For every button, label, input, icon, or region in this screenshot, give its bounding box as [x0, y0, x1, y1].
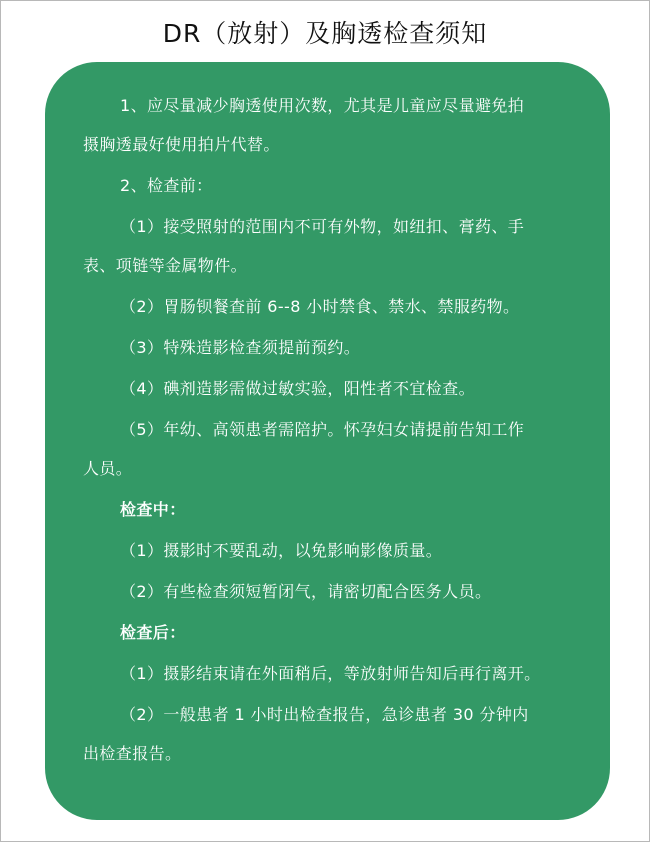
after-item-2-line-2: 出检查报告。	[83, 744, 182, 763]
after-item-1: （1）摄影结束请在外面稍后，等放射师告知后再行离开。	[120, 664, 541, 683]
section-before-heading: 2、检查前：	[120, 176, 213, 195]
before-item-5-line-1: （5）年幼、高领患者需陪护。怀孕妇女请提前告知工作	[120, 420, 525, 439]
before-item-1-line-1: （1）接受照射的范围内不可有外物，如纽扣、膏药、手	[120, 217, 525, 236]
before-item-4: （4）碘剂造影需做过敏实验，阳性者不宜检查。	[120, 379, 475, 398]
section-after-heading: 检查后：	[120, 623, 186, 642]
during-item-2: （2）有些检查须短暂闭气，请密切配合医务人员。	[120, 582, 492, 601]
page-title: DR（放射）及胸透检查须知	[162, 19, 488, 48]
item-1-line-1: 1、应尽量减少胸透使用次数，尤其是儿童应尽量避免拍	[120, 96, 525, 115]
before-item-1-line-2: 表、项链等金属物件。	[83, 256, 248, 275]
before-item-2: （2）胃肠钡餐查前 6--8 小时禁食、禁水、禁服药物。	[120, 297, 520, 316]
during-item-1: （1）摄影时不要乱动，以免影响影像质量。	[120, 541, 443, 560]
before-item-5-line-2: 人员。	[83, 459, 133, 478]
section-during-heading: 检查中：	[120, 500, 186, 519]
before-item-3: （3）特殊造影检查须提前预约。	[120, 338, 361, 357]
after-item-2-line-1: （2）一般患者 1 小时出检查报告，急诊患者 30 分钟内	[120, 705, 529, 724]
notice-content	[83, 96, 583, 764]
item-1-line-2: 摄胸透最好使用拍片代替。	[83, 135, 280, 154]
